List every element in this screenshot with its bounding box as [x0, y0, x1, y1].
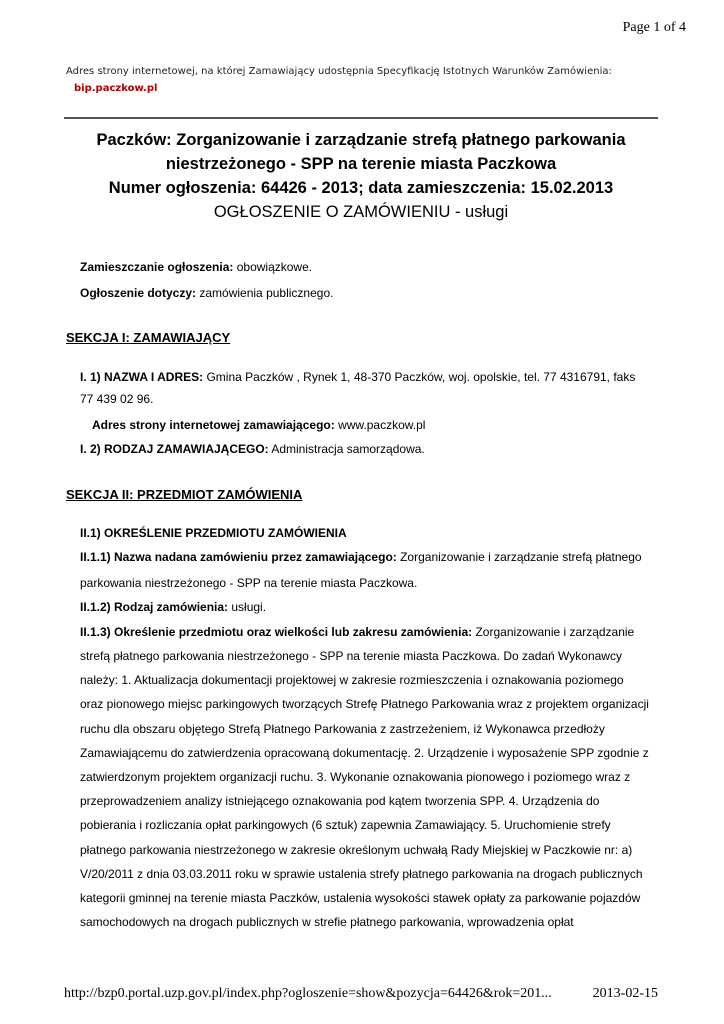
footer-date: 2013-02-15: [592, 986, 658, 1001]
page-number: Page 1 of 4: [622, 20, 686, 35]
contracting-name-field: [80, 366, 635, 388]
order-scope-line: należy: 1. Aktualizacja dokumentacji projektowej w zakresie rozmieszczenia i oznakowania poziomego: [80, 673, 624, 688]
concerns-label: Ogłoszenie dotyczy:: [80, 286, 197, 300]
notice-title: [64, 128, 658, 224]
placement-value: obowiązkowe.: [233, 260, 313, 274]
order-kind-label: II.1.2) Rodzaj zamówienia:: [80, 600, 229, 614]
order-scope-line: płatnego parkowania niestrzeżonego w zakresie określonym uchwałą Rady Miejskiej w Paczkowie nr: a): [80, 842, 633, 857]
placement-label: Zamieszczanie ogłoszenia:: [80, 260, 234, 274]
section-1-heading: SEKCJA I: ZAMAWIAJĄCY: [66, 330, 231, 345]
contracting-website-value[interactable]: www.paczkow.pl: [334, 418, 426, 432]
order-name-continued: parkowania niestrzeżonego - SPP na terenie miasta Paczkowa.: [80, 576, 418, 590]
order-scope-line: oraz pionowego miejsc parkingowych tworzących Strefę Płatnego Parkowania wraz z projektem organizacji: [80, 697, 649, 712]
contracting-type-value: Administracja samorządowa.: [268, 442, 425, 456]
order-name-label: II.1.1) Nazwa nadana zamówieniu przez zamawiającego:: [80, 550, 397, 564]
order-scope-line: samochodowych na drogach publicznych w strefie płatnego parkowania, wprowadzenia opłat: [80, 915, 574, 930]
order-scope-first: Zorganizowanie i zarządzanie: [472, 625, 635, 639]
title-line-1: Paczków: Zorganizowanie i zarządzanie strefą płatnego parkowania: [96, 131, 626, 149]
contracting-type-field: [80, 438, 425, 460]
title-line-2: niestrzeżonego - SPP na terenie miasta Paczkowa: [165, 155, 557, 173]
order-scope-line: V/20/2011 z dnia 03.03.2011 roku w sprawie ustalenia strefy płatnego parkowania na drogach publicznych: [80, 866, 643, 881]
order-name-value: Zorganizowanie i zarządzanie strefą płatnego: [396, 550, 642, 564]
order-kind-field: [80, 596, 266, 618]
order-scope-line: strefą płatnego parkowania niestrzeżonego - SPP na terenie miasta Paczkowa. Do zadań Wykonawcy: [80, 649, 622, 663]
concerns-value: zamówienia publicznego.: [196, 286, 334, 300]
order-name-field: [80, 546, 642, 568]
order-scope-line: kategorii gminnej na terenie miasta Paczków, ustalenia wysokości stawek opłaty za parkowanie pojazdów: [80, 891, 641, 905]
order-scope-line: pobierania i rozliczania opłat parkingowych (6 sztuk) zapewnia Zamawiający. 5. Uruchomienie strefy: [80, 818, 611, 833]
section-2-subheading: II.1) OKREŚLENIE PRZEDMIOTU ZAMÓWIENIA: [80, 526, 347, 540]
placement-field: [80, 256, 312, 278]
concerns-field: [80, 282, 333, 304]
contracting-fax: 77 439 02 96.: [80, 392, 154, 406]
notice-type-line: OGŁOSZENIE O ZAMÓWIENIU - usługi: [213, 203, 509, 221]
siwz-address-link[interactable]: bip.paczkow.pl: [74, 83, 158, 94]
order-kind-value: usługi.: [228, 600, 267, 614]
contracting-name-label: I. 1) NAZWA I ADRES:: [80, 370, 204, 384]
section-2-heading: SEKCJA II: PRZEDMIOT ZAMÓWIENIA: [66, 487, 303, 502]
footer-url: http://bzp0.portal.uzp.gov.pl/index.php?ogloszenie=show&pozycja=64426&rok=201...: [64, 986, 552, 1001]
contracting-website-label: Adres strony internetowej zamawiającego:: [92, 418, 335, 432]
order-scope-field: [80, 621, 634, 643]
contracting-website-field: [92, 414, 425, 436]
order-scope-line: ruchu dla obszaru objętego Strefą Płatnego Parkowania z zastrzeżeniem, iż Wykonawca przedłoży: [80, 721, 605, 736]
notice-number-line: Numer ogłoszenia: 64426 - 2013; data zamieszczenia: 15.02.2013: [108, 179, 614, 197]
contracting-type-label: I. 2) RODZAJ ZAMAWIAJĄCEGO:: [80, 442, 269, 456]
order-scope-line: zatwierdzonym projektem organizacji ruchu. 3. Wykonanie oznakowania pionowego i poziomego wraz z: [80, 770, 631, 784]
header-divider: [64, 117, 658, 119]
siwz-address-label: Adres strony internetowej, na której Zamawiający udostępnia Specyfikację Istotnych Warunków Zamówienia:: [66, 66, 612, 77]
contracting-name-value: Gmina Paczków , Rynek 1, 48-370 Paczków, woj. opolskie, tel. 77 4316791, faks: [203, 370, 636, 384]
order-scope-line: przeprowadzeniem analizy istniejącego oznakowania pod kątem tworzenia SPP. 4. Urządzenia do: [80, 794, 600, 809]
order-scope-line: Zamawiającemu do zatwierdzenia opracowaną dokumentację. 2. Urządzenie i wyposażenie SPP zgodnie z: [80, 745, 649, 760]
order-scope-label: II.1.3) Określenie przedmiotu oraz wielkości lub zakresu zamówienia:: [80, 625, 473, 639]
